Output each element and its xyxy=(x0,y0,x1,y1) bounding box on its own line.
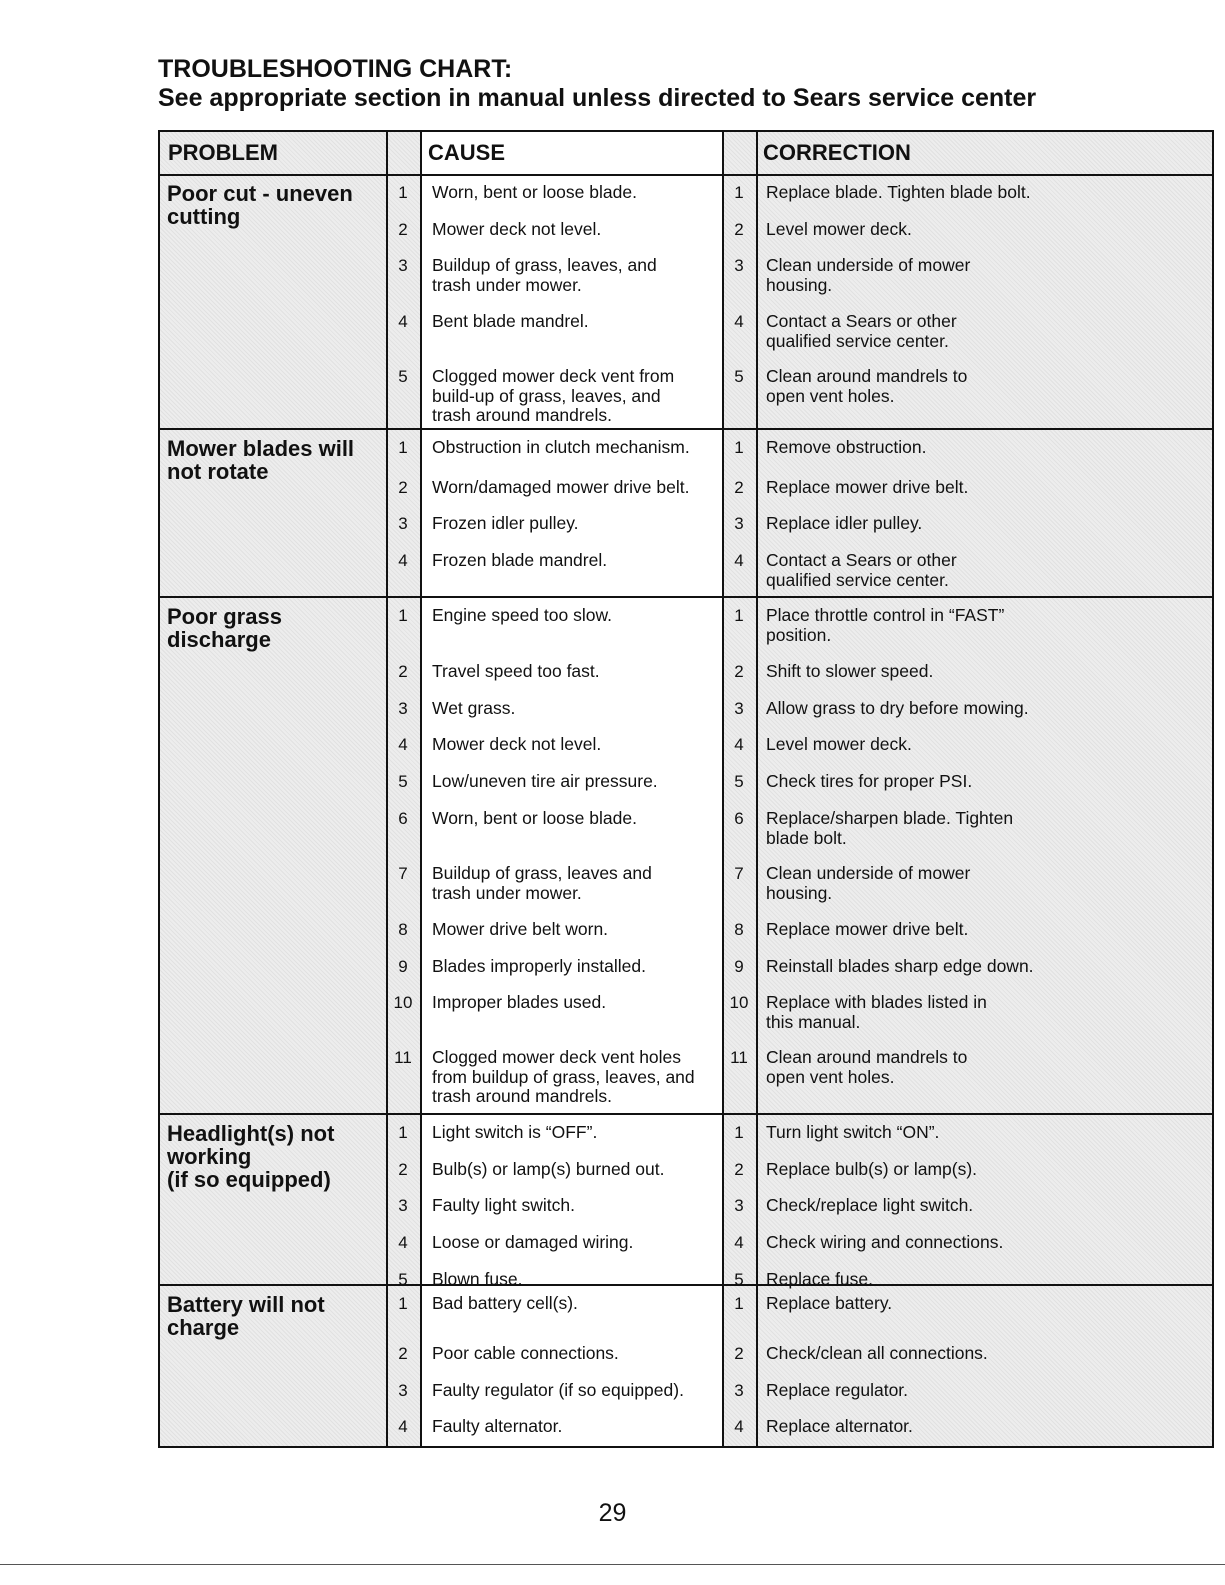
correction-number: 5 xyxy=(734,1270,744,1289)
cause-text: Bulb(s) or lamp(s) burned out. xyxy=(432,1159,665,1179)
correction-number: 2 xyxy=(734,220,744,239)
correction-number: 3 xyxy=(734,1196,744,1215)
correction-text: Clean around mandrels to open vent holes. xyxy=(766,1047,968,1087)
cause-number: 2 xyxy=(398,220,408,239)
cause-text: Buildup of grass, leaves, and trash under mower. xyxy=(432,255,657,295)
cause-number: 8 xyxy=(398,920,408,939)
correction-number: 1 xyxy=(734,606,744,625)
problem-name: Poor cut - uneven cutting xyxy=(167,181,353,229)
correction-text: Replace regulator. xyxy=(766,1380,909,1400)
cause-number: 4 xyxy=(398,1233,408,1252)
cause-number: 6 xyxy=(398,809,408,828)
cause-text: Poor cable connections. xyxy=(432,1343,619,1363)
cause-number: 1 xyxy=(398,183,408,202)
cause-text: Loose or damaged wiring. xyxy=(432,1232,634,1252)
correction-number: 4 xyxy=(734,1417,744,1436)
chart-title: TROUBLESHOOTING CHART: xyxy=(158,55,513,83)
cause-text: Light switch is “OFF”. xyxy=(432,1122,598,1142)
problem-name: Mower blades will not rotate xyxy=(167,436,355,484)
correction-text: Clean underside of mower housing. xyxy=(766,255,971,295)
column-divider xyxy=(420,132,422,1446)
cause-text: Blown fuse. xyxy=(432,1269,523,1289)
correction-number: 8 xyxy=(734,920,744,939)
cause-number: 2 xyxy=(398,1160,408,1179)
cause-number: 2 xyxy=(398,478,408,497)
correction-text: Shift to slower speed. xyxy=(766,661,934,681)
cause-text: Low/uneven tire air pressure. xyxy=(432,771,658,791)
cause-text: Faulty regulator (if so equipped). xyxy=(432,1380,684,1400)
correction-text: Contact a Sears or other qualified service center. xyxy=(766,550,957,590)
correction-text: Replace mower drive belt. xyxy=(766,919,969,939)
cause-text: Clogged mower deck vent from build-up of grass, leaves, and trash around mandrels. xyxy=(432,366,675,425)
page-bottom-rule xyxy=(0,1564,1225,1565)
cause-text: Travel speed too fast. xyxy=(432,661,600,681)
correction-text: Replace blade. Tighten blade bolt. xyxy=(766,182,1031,202)
page-number: 29 xyxy=(598,1499,627,1527)
correction-text: Level mower deck. xyxy=(766,734,912,754)
troubleshooting-table xyxy=(158,130,1214,1448)
section-divider xyxy=(160,596,1212,598)
cause-number: 10 xyxy=(393,993,413,1012)
problem-name: Poor grass discharge xyxy=(167,604,282,652)
correction-text: Check/clean all connections. xyxy=(766,1343,988,1363)
cause-number: 3 xyxy=(398,1381,408,1400)
correction-number: 4 xyxy=(734,735,744,754)
cause-header: CAUSE xyxy=(428,140,506,165)
cause-number: 3 xyxy=(398,1196,408,1215)
cause-number: 3 xyxy=(398,256,408,275)
cause-number: 4 xyxy=(398,312,408,331)
correction-number: 1 xyxy=(734,183,744,202)
correction-text: Reinstall blades sharp edge down. xyxy=(766,956,1034,976)
correction-number: 1 xyxy=(734,438,744,457)
cause-text: Frozen blade mandrel. xyxy=(432,550,608,570)
correction-number: 5 xyxy=(734,367,744,386)
cause-text: Bad battery cell(s). xyxy=(432,1293,578,1313)
correction-text: Check/replace light switch. xyxy=(766,1195,974,1215)
cause-text: Mower drive belt worn. xyxy=(432,919,609,939)
cause-number: 4 xyxy=(398,735,408,754)
cause-text: Worn, bent or loose blade. xyxy=(432,182,637,202)
cause-text: Clogged mower deck vent holes from buildup of grass, leaves, and trash around mandrels. xyxy=(432,1047,695,1106)
correction-text: Check wiring and connections. xyxy=(766,1232,1004,1252)
correction-text: Replace mower drive belt. xyxy=(766,477,969,497)
cause-number: 1 xyxy=(398,606,408,625)
correction-text: Remove obstruction. xyxy=(766,437,927,457)
section-divider xyxy=(160,1113,1212,1115)
correction-text: Replace bulb(s) or lamp(s). xyxy=(766,1159,978,1179)
correction-text: Turn light switch “ON”. xyxy=(766,1122,940,1142)
cause-text: Buildup of grass, leaves and trash under mower. xyxy=(432,863,652,903)
correction-number: 9 xyxy=(734,957,744,976)
cause-number: 4 xyxy=(398,1417,408,1436)
problem-header: PROBLEM xyxy=(168,140,278,165)
correction-text: Allow grass to dry before mowing. xyxy=(766,698,1029,718)
column-divider xyxy=(756,132,758,1446)
cause-text: Mower deck not level. xyxy=(432,219,602,239)
cause-number: 3 xyxy=(398,699,408,718)
correction-text: Clean underside of mower housing. xyxy=(766,863,971,903)
correction-number: 2 xyxy=(734,1344,744,1363)
correction-number: 4 xyxy=(734,551,744,570)
correction-text: Replace battery. xyxy=(766,1293,893,1313)
correction-text: Level mower deck. xyxy=(766,219,912,239)
cause-text: Worn, bent or loose blade. xyxy=(432,808,637,828)
correction-number: 5 xyxy=(734,772,744,791)
cause-number: 5 xyxy=(398,367,408,386)
correction-number: 1 xyxy=(734,1123,744,1142)
correction-number: 2 xyxy=(734,1160,744,1179)
cause-text: Obstruction in clutch mechanism. xyxy=(432,437,690,457)
cause-number: 11 xyxy=(394,1048,412,1067)
cause-text: Engine speed too slow. xyxy=(432,605,612,625)
cause-number: 2 xyxy=(398,1344,408,1363)
cause-text: Faulty alternator. xyxy=(432,1416,563,1436)
cause-text: Blades improperly installed. xyxy=(432,956,646,976)
cause-number: 3 xyxy=(398,514,408,533)
correction-text: Check tires for proper PSI. xyxy=(766,771,973,791)
correction-number: 2 xyxy=(734,478,744,497)
correction-number: 11 xyxy=(730,1048,748,1067)
correction-text: Replace alternator. xyxy=(766,1416,913,1436)
correction-number: 3 xyxy=(734,699,744,718)
correction-number: 3 xyxy=(734,514,744,533)
cause-number: 9 xyxy=(398,957,408,976)
correction-text: Replace/sharpen blade. Tighten blade bolt. xyxy=(766,808,1014,848)
cause-text: Bent blade mandrel. xyxy=(432,311,589,331)
correction-number: 2 xyxy=(734,662,744,681)
cause-number: 1 xyxy=(398,1123,408,1142)
correction-header: CORRECTION xyxy=(763,140,911,165)
correction-number: 1 xyxy=(734,1294,744,1313)
cause-text: Frozen idler pulley. xyxy=(432,513,579,533)
correction-number: 4 xyxy=(734,1233,744,1252)
correction-text: Replace fuse. xyxy=(766,1269,874,1289)
cause-number: 2 xyxy=(398,662,408,681)
cause-number: 4 xyxy=(398,551,408,570)
correction-text: Replace idler pulley. xyxy=(766,513,923,533)
cause-number: 1 xyxy=(398,438,408,457)
correction-number: 4 xyxy=(734,312,744,331)
cause-text: Mower deck not level. xyxy=(432,734,602,754)
cause-text: Faulty light switch. xyxy=(432,1195,575,1215)
problem-name: Headlight(s) not working (if so equipped) xyxy=(167,1121,335,1192)
cause-text: Worn/damaged mower drive belt. xyxy=(432,477,690,497)
section-divider xyxy=(160,428,1212,430)
correction-text: Contact a Sears or other qualified service center. xyxy=(766,311,957,351)
problem-column-bg xyxy=(160,132,386,1446)
correction-text: Clean around mandrels to open vent holes. xyxy=(766,366,968,406)
correction-text: Replace with blades listed in this manual. xyxy=(766,992,987,1032)
chart-subtitle: See appropriate section in manual unless directed to Sears service center xyxy=(158,84,1037,112)
correction-text: Place throttle control in “FAST” position. xyxy=(766,605,1005,645)
cause-number: 1 xyxy=(398,1294,408,1313)
cause-number: 5 xyxy=(398,772,408,791)
cause-text: Wet grass. xyxy=(432,698,516,718)
problem-name: Battery will not charge xyxy=(167,1292,325,1340)
correction-number: 10 xyxy=(729,993,749,1012)
correction-number: 3 xyxy=(734,256,744,275)
header-divider xyxy=(160,174,1212,176)
cause-number: 7 xyxy=(398,864,408,883)
cause-text: Improper blades used. xyxy=(432,992,607,1012)
cause-number: 5 xyxy=(398,1270,408,1289)
correction-number: 6 xyxy=(734,809,744,828)
correction-number: 7 xyxy=(734,864,744,883)
correction-number: 3 xyxy=(734,1381,744,1400)
